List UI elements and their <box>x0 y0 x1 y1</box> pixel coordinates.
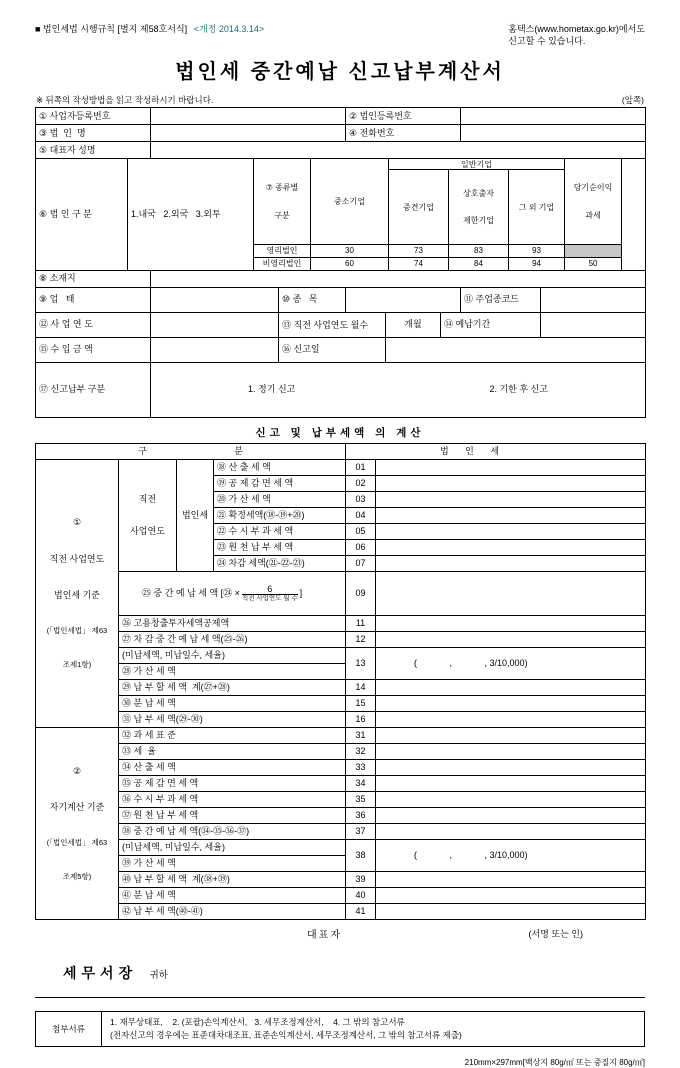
col-header-gubun: 구 분 <box>36 443 346 459</box>
calc-row-label: ㉙ 납 부 할 세 액 계(㉗+㉘) <box>119 679 346 695</box>
mutual-line1: 상호출자 <box>463 188 494 198</box>
amount-input[interactable] <box>376 759 646 775</box>
col-header-corptax: 법 인 세 <box>346 443 646 459</box>
amount-input[interactable] <box>376 743 646 759</box>
prev-months-input[interactable]: 개월 <box>386 312 441 337</box>
calc-row-code: 34 <box>346 775 376 791</box>
tax-calc-table <box>35 443 646 920</box>
filing-type-option-regular[interactable]: 1. 정기 신고 <box>248 384 296 395</box>
code-nonprofit-other[interactable]: 94 <box>509 257 565 270</box>
tax-office-suffix: 귀하 <box>149 969 168 981</box>
spacer-cell <box>622 159 646 271</box>
attachment-line2: (전자신고의 경우에는 표준대차대조표, 표준손익계산서, 세무조정계산서, 그 밖의 참고서류 제출) <box>110 1030 462 1041</box>
item-input[interactable] <box>346 287 461 312</box>
amount-input[interactable] <box>376 631 646 647</box>
section2-line1: ② <box>72 765 82 776</box>
biztype-input[interactable] <box>151 287 279 312</box>
amount-input[interactable] <box>376 871 646 887</box>
type-table-header-line1: ⑦ 종류별 <box>265 183 299 193</box>
month-fraction <box>242 584 298 603</box>
signature-note: (서명 또는 인) <box>528 928 583 939</box>
code-nonprofit-mid[interactable]: 74 <box>389 257 449 270</box>
calc-row-label: ㉝ 세 율 <box>119 743 346 759</box>
amount-input[interactable] <box>376 571 646 615</box>
prev-year-line1: 직전 <box>138 493 157 504</box>
penalty-rate-input[interactable]: ( , , 3/10,000) <box>376 839 646 871</box>
hometax-note-line1: 홈택스(www.hometax.go.kr)에서도 <box>508 24 645 34</box>
item-label: ⑩ 종 목 <box>279 287 346 312</box>
form-header <box>35 24 645 47</box>
type-table-header <box>254 159 311 245</box>
filing-date-label: ⑯ 신고일 <box>279 337 386 362</box>
phone-label: ④ 전화번호 <box>346 125 461 142</box>
amount-input[interactable] <box>376 823 646 839</box>
corpregno-label: ② 법인등록번호 <box>346 108 461 125</box>
fraction-denominator: 직전 사업연도 월 수 <box>241 595 298 602</box>
corporate-tax-sub-label: 법인세 <box>177 459 214 571</box>
amount-input[interactable] <box>376 459 646 475</box>
business-year-table <box>35 312 646 338</box>
calc-row-code: 12 <box>346 631 376 647</box>
net-income-line1: 당기순이익 <box>573 183 613 193</box>
bizregno-label: ① 사업자등록번호 <box>36 108 151 125</box>
col-header-net-income-tax <box>565 159 622 245</box>
amount-input[interactable] <box>376 475 646 491</box>
fraction-numerator: 6 <box>242 584 298 595</box>
corp-class-options[interactable]: 1.내국 2.외국 3.외투 <box>128 159 254 271</box>
calc-row-code: 06 <box>346 539 376 555</box>
note-line <box>35 94 645 106</box>
calc-row-label: ㉗ 차 감 중 간 예 납 세 액(㉕-㉖) <box>119 631 346 647</box>
calc-row-code: 40 <box>346 887 376 903</box>
address-input[interactable] <box>151 270 646 287</box>
divider-line <box>35 997 645 998</box>
amount-input[interactable] <box>376 679 646 695</box>
calc-row-code: 14 <box>346 679 376 695</box>
calc-row-label: ㉚ 분 납 세 액 <box>119 695 346 711</box>
code-profit-small[interactable]: 30 <box>311 244 389 257</box>
amount-input[interactable] <box>376 523 646 539</box>
calc-row-label: ㊶ 분 납 세 액 <box>119 887 346 903</box>
section2-line3: (「법인세법」 제63 <box>46 837 108 847</box>
calc-row-label: ⑱ 산 출 세 액 <box>214 459 346 475</box>
amount-input[interactable] <box>376 695 646 711</box>
penalty-note-label: (미납세액, 미납일수, 세율) <box>119 839 346 855</box>
tax-office-line <box>35 963 645 983</box>
section1-line5: 조제1항) <box>62 660 92 670</box>
code-profit-net-na <box>565 244 622 257</box>
bizyear-input[interactable] <box>151 312 279 337</box>
section2-group-label <box>36 727 119 919</box>
calc-row-code: 33 <box>346 759 376 775</box>
filing-date-input[interactable] <box>386 337 646 362</box>
calc-row-label: ㉟ 공 제 감 면 세 액 <box>119 775 346 791</box>
penalty-note-label: (미납세액, 미납일수, 세율) <box>119 647 346 663</box>
profit-row-label: 영리법인 <box>254 244 311 257</box>
attachment-list <box>102 1012 644 1046</box>
filing-type-options <box>151 362 646 417</box>
col-header-other-company: 그 외 기업 <box>509 170 565 245</box>
calc-row-code: 02 <box>346 475 376 491</box>
calc-row-code: 03 <box>346 491 376 507</box>
penalty-rate-input[interactable]: ( , , 3/10,000) <box>376 647 646 679</box>
page-side-indicator: (앞쪽) <box>621 95 644 106</box>
revenue-label: ⑮ 수 입 금 액 <box>36 337 151 362</box>
calc-row-code: 31 <box>346 727 376 743</box>
col-header-mutual-company <box>449 170 509 245</box>
filing-type-table <box>35 362 646 418</box>
code-profit-other[interactable]: 93 <box>509 244 565 257</box>
code-nonprofit-small[interactable]: 60 <box>311 257 389 270</box>
calc-row-code: 41 <box>346 903 376 919</box>
calc-row-label: ㉑ 확정세액(⑱-⑲+⑳) <box>214 507 346 523</box>
code-profit-mid[interactable]: 73 <box>389 244 449 257</box>
calc-row-label: ㊱ 수 시 부 과 세 액 <box>119 791 346 807</box>
prev-business-year-label <box>119 459 177 571</box>
calc-row-label: ㉛ 납 부 세 액(㉙-㉚) <box>119 711 346 727</box>
calc-row-code: 11 <box>346 615 376 631</box>
calc-row-code: 16 <box>346 711 376 727</box>
corpname-label: ③ 법 인 명 <box>36 125 151 142</box>
biztype-label: ⑨ 업 태 <box>36 287 151 312</box>
calc-row-label: ㊲ 원 천 납 부 세 액 <box>119 807 346 823</box>
penalty-label: ㊴ 가 산 세 액 <box>119 855 346 871</box>
amount-input[interactable] <box>376 507 646 523</box>
industry-code-label: ⑪ 주업종코드 <box>461 287 541 312</box>
calc-row-code: 01 <box>346 459 376 475</box>
calc-row-code: 05 <box>346 523 376 539</box>
calc-row-code: 32 <box>346 743 376 759</box>
section1-line2: 직전 사업연도 <box>49 553 105 564</box>
amount-input[interactable] <box>376 615 646 631</box>
calc-row-label: ㉓ 원 천 납 부 세 액 <box>214 539 346 555</box>
filing-type-label: ⑰ 신고납부 구분 <box>36 362 151 417</box>
calc-row-label: ㊷ 납 부 세 액(㊵-㊶) <box>119 903 346 919</box>
section2-line4: 조제5항) <box>62 871 92 881</box>
col-header-small-company: 중소기업 <box>311 159 389 245</box>
calc-row-label: ㉜ 과 세 표 준 <box>119 727 346 743</box>
col-header-mid-company: 중견기업 <box>389 170 449 245</box>
amount-input[interactable] <box>376 491 646 507</box>
amount-input[interactable] <box>376 903 646 919</box>
tax-office-label: 세무서장 <box>63 964 138 981</box>
amount-input[interactable] <box>376 539 646 555</box>
attachment-line1: 1. 재무상태표, 2. (포괄)손익계산서, 3. 세무조정계산서, 4. 그 밖의 참고서류 <box>110 1016 405 1027</box>
attachment-box <box>35 1011 645 1047</box>
calc-row-code: 36 <box>346 807 376 823</box>
corpregno-input[interactable] <box>461 108 646 125</box>
section2-line2: 자기계산 기준 <box>49 802 105 813</box>
calc-row-label: ⑲ 공 제 감 면 세 액 <box>214 475 346 491</box>
bizyear-label: ⑫ 사 업 연 도 <box>36 312 151 337</box>
calc-row-code: 38 <box>346 839 376 871</box>
calc-row-label: ㉞ 산 출 세 액 <box>119 759 346 775</box>
representative-label: 대표자 <box>307 929 342 941</box>
prev-months-label: ⑬ 직전 사업연도 월수 <box>279 312 386 337</box>
interim-prefix: ㉕ 중 간 예 납 세 액 [㉔ × <box>142 587 240 598</box>
amount-input[interactable] <box>376 807 646 823</box>
net-income-line2: 과세 <box>585 210 601 220</box>
identity-table <box>35 107 646 159</box>
calc-row-code: 04 <box>346 507 376 523</box>
form-title: 법인세 중간예납 신고납부계산서 <box>175 61 505 84</box>
signature-row <box>35 926 645 941</box>
section1-line4: (「법인세법」 제63 <box>46 625 108 635</box>
prepay-period-label: ⑭ 예납기간 <box>441 312 541 337</box>
paper-spec-note: 210mm×297mm[백상지 80g/㎡ 또는 중질지 80g/㎡] <box>464 1058 645 1068</box>
calc-section-title: 신고 및 납부세액 의 계산 <box>255 426 425 439</box>
amount-input[interactable] <box>376 775 646 791</box>
nonprofit-row-label: 비영리법인 <box>254 257 311 270</box>
corp-class-table <box>35 158 646 271</box>
corpname-input[interactable] <box>151 125 346 142</box>
ceo-name-label: ⑤ 대표자 성명 <box>36 142 151 159</box>
calc-row-code: 09 <box>346 571 376 615</box>
revenue-table <box>35 337 646 363</box>
section1-line3: 법인세 기준 <box>54 590 100 601</box>
calc-row-label: ㉒ 수 시 부 과 세 액 <box>214 523 346 539</box>
business-type-table <box>35 287 646 313</box>
calc-row-code: 35 <box>346 791 376 807</box>
calc-row-label: ㉖ 고용창출투자세액공제액 <box>119 615 346 631</box>
attachment-label: 첨부서류 <box>36 1012 102 1046</box>
calc-row-code: 13 <box>346 647 376 679</box>
calc-row-label: ㉔ 차감 세액(㉑-㉒-㉓) <box>214 555 346 571</box>
amount-input[interactable] <box>376 555 646 571</box>
corp-class-label: ⑥ 법 인 구 분 <box>36 159 128 271</box>
penalty-label: ㉘ 가 산 세 액 <box>119 663 346 679</box>
type-table-header-line2: 구분 <box>274 210 290 220</box>
calc-row-code: 15 <box>346 695 376 711</box>
revision-tag: <개정 2014.3.14> <box>193 24 265 34</box>
ceo-name-input[interactable] <box>151 142 646 159</box>
hometax-note-line2: 신고할 수 있습니다. <box>508 35 586 46</box>
calc-row-code: 07 <box>346 555 376 571</box>
prev-year-line2: 사업연도 <box>130 526 165 537</box>
instruction-note: ※ 뒤쪽의 작성방법을 읽고 작성하시기 바랍니다. <box>36 95 214 106</box>
calc-row-code: 37 <box>346 823 376 839</box>
section1-line1: ① <box>72 517 82 528</box>
form-rule-text: ■ 법인세법 시행규칙 [별지 제58호서식] <box>35 24 188 34</box>
interim-prepay-label <box>119 571 346 615</box>
col-header-general-company: 일반기업 <box>389 159 565 170</box>
code-profit-mutual[interactable]: 83 <box>449 244 509 257</box>
phone-input[interactable] <box>461 125 646 142</box>
mutual-line2: 제한기업 <box>463 216 494 226</box>
calc-row-label: ㊵ 납 부 할 세 액 계(㊳+㊴) <box>119 871 346 887</box>
industry-code-input[interactable] <box>541 287 646 312</box>
form-rule-reference <box>35 24 264 36</box>
amount-input[interactable] <box>376 711 646 727</box>
amount-input[interactable] <box>376 727 646 743</box>
bizregno-input[interactable] <box>151 108 346 125</box>
interim-suffix: ] <box>299 587 303 598</box>
amount-input[interactable] <box>376 887 646 903</box>
hometax-note <box>508 24 645 47</box>
calc-row-code: 39 <box>346 871 376 887</box>
code-nonprofit-mutual[interactable]: 84 <box>449 257 509 270</box>
prepay-period-input[interactable] <box>541 312 646 337</box>
amount-input[interactable] <box>376 791 646 807</box>
code-nonprofit-net[interactable]: 50 <box>565 257 622 270</box>
address-label: ⑧ 소재지 <box>36 270 151 287</box>
filing-type-option-late[interactable]: 2. 기한 후 신고 <box>489 384 548 395</box>
revenue-input[interactable] <box>151 337 279 362</box>
calc-row-label: ⑳ 가 산 세 액 <box>214 491 346 507</box>
section1-group-label <box>36 459 119 727</box>
calc-row-label: ㊳ 중 간 예 납 세 액(㉞-㉟-㊱-㊲) <box>119 823 346 839</box>
address-table <box>35 270 646 288</box>
